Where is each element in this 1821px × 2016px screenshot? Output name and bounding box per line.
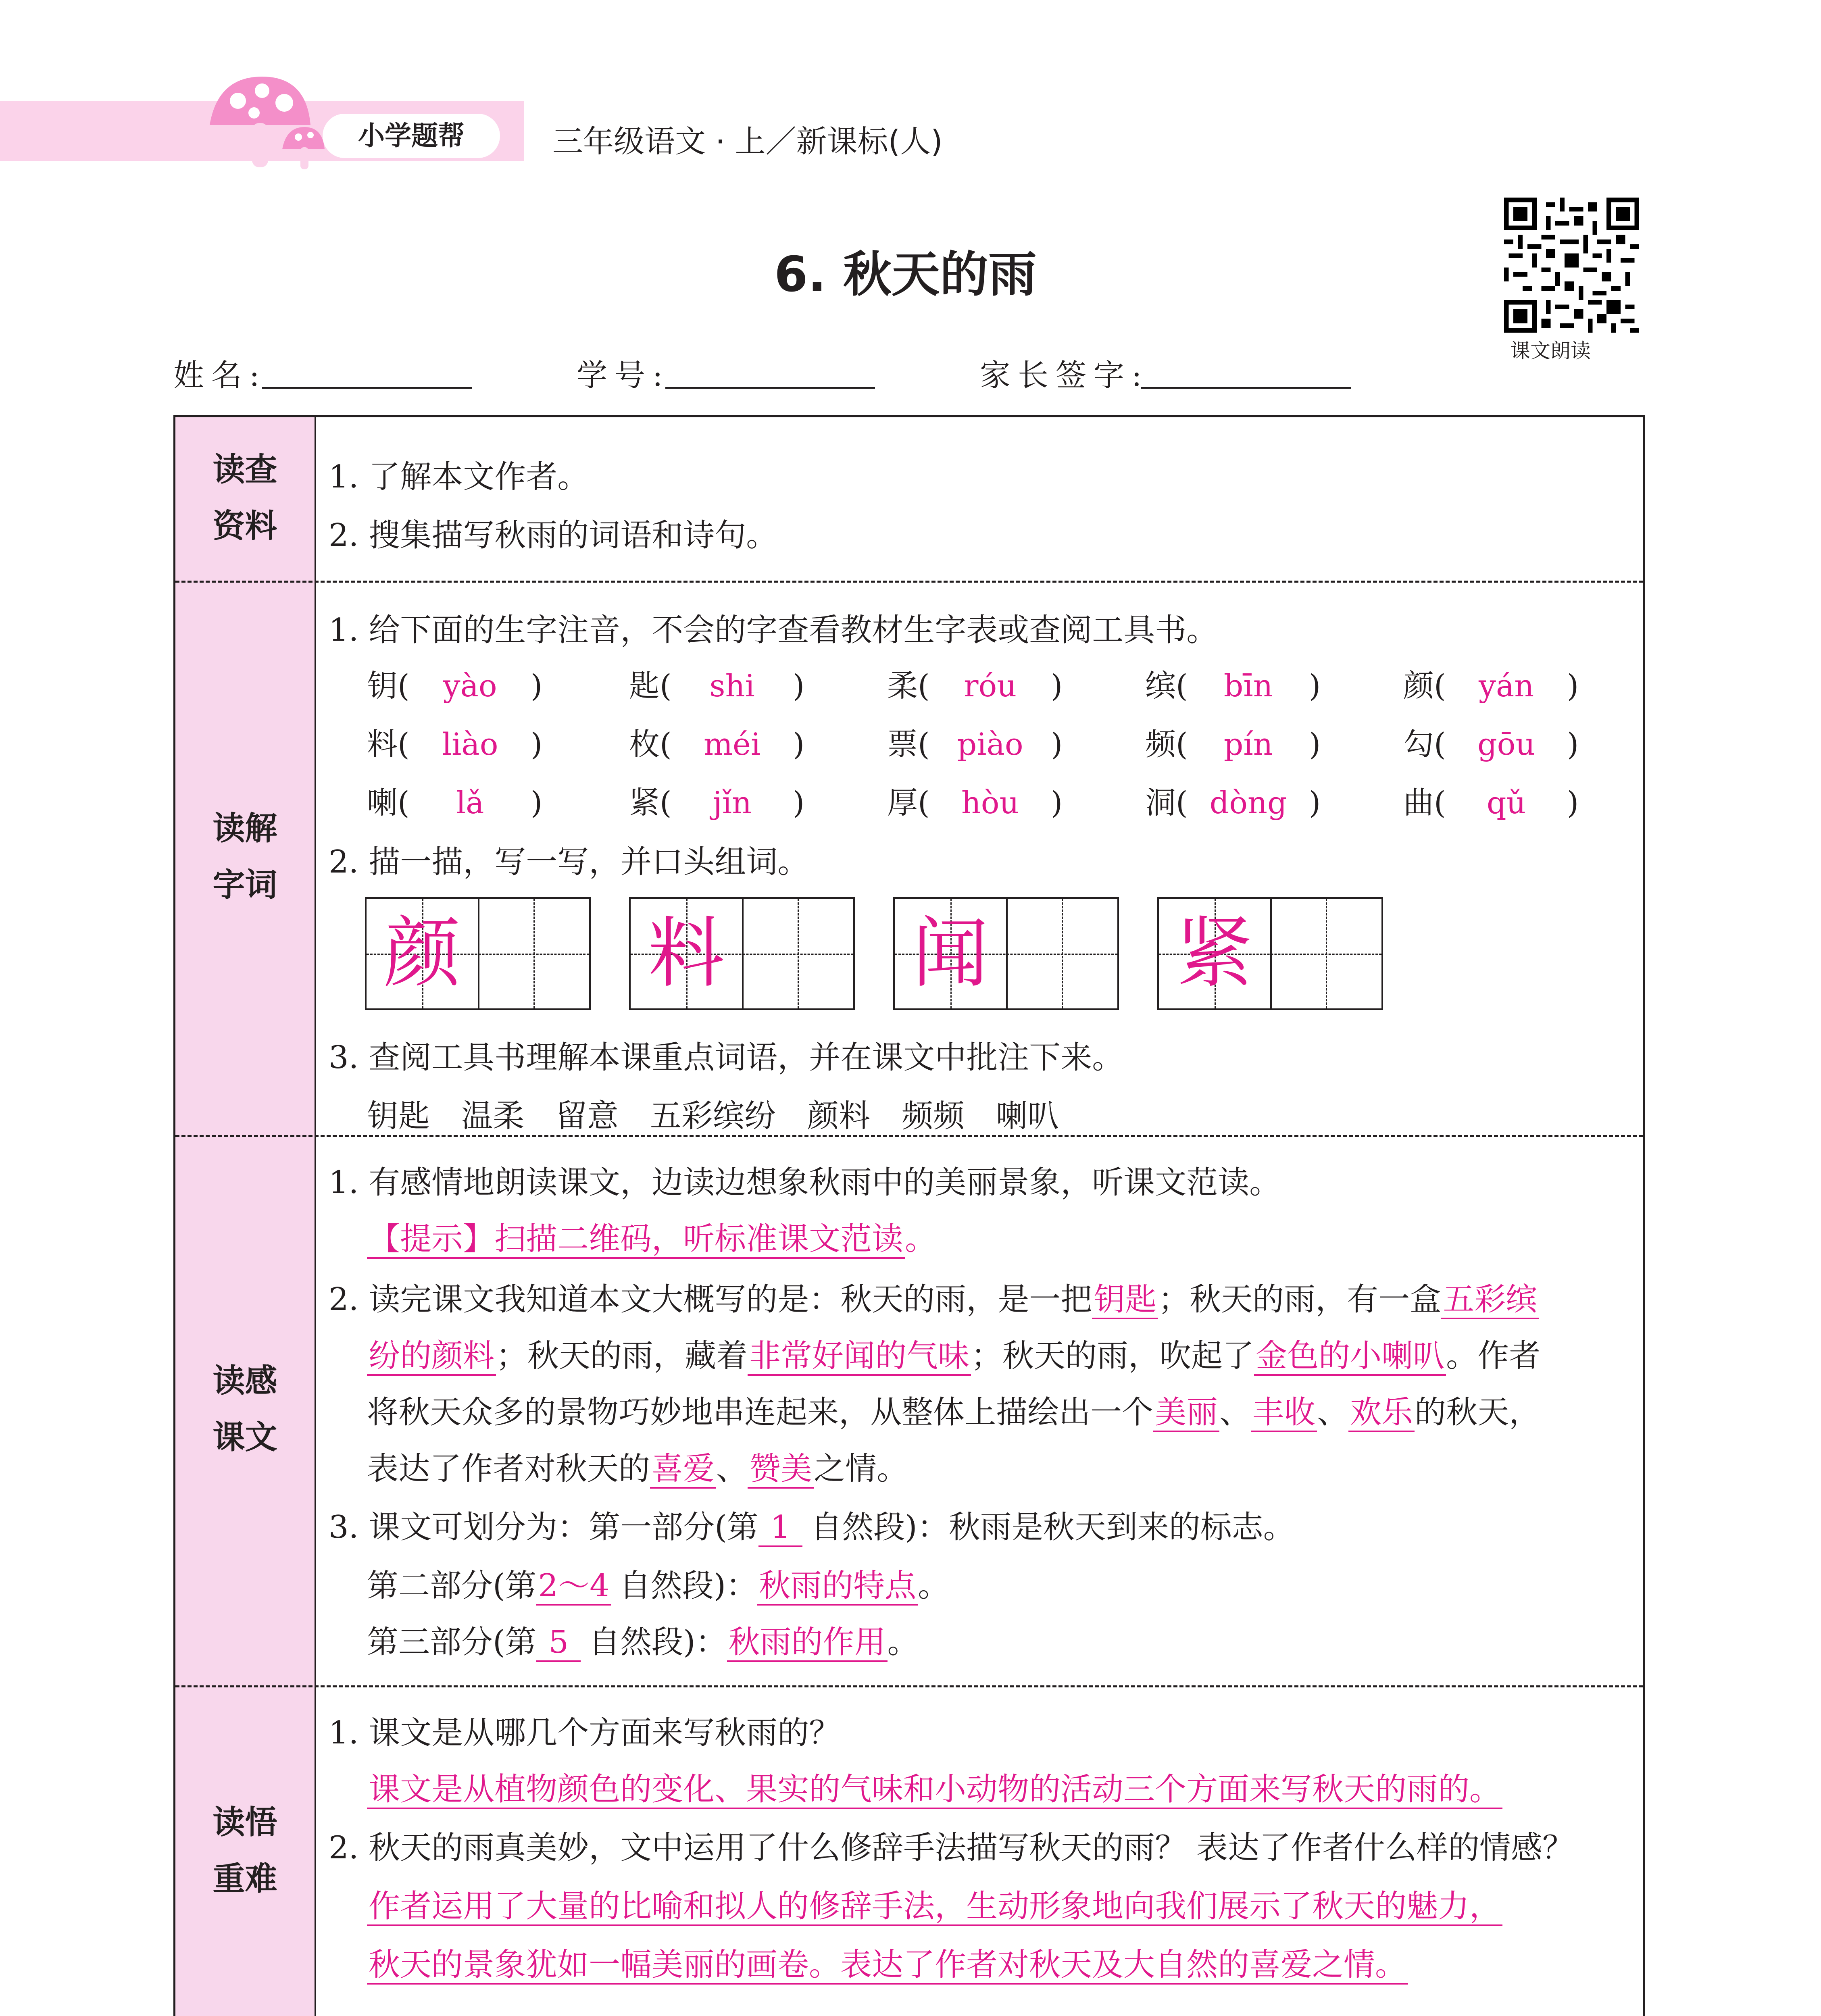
question-line bbox=[367, 1387, 1540, 1432]
pinyin-item bbox=[887, 720, 1063, 764]
pinyin-item bbox=[1403, 661, 1579, 705]
answer-key: 钥匙 bbox=[1092, 1281, 1158, 1319]
question-line bbox=[367, 1560, 949, 1606]
pinyin-answer[interactable]: qǔ bbox=[1486, 785, 1526, 821]
grid-guide-line bbox=[1270, 899, 1272, 1008]
pinyin-character: 料 bbox=[367, 726, 398, 762]
question-text: 自然段)： bbox=[619, 1568, 758, 1604]
student-number-input[interactable] bbox=[665, 387, 875, 389]
section-label-line: 读查 bbox=[213, 451, 277, 488]
name-label: 姓名: bbox=[173, 357, 267, 393]
pinyin-character: 缤 bbox=[1145, 668, 1176, 704]
student-number-label: 学号: bbox=[577, 357, 670, 393]
pinyin-answer[interactable]: dòng bbox=[1209, 785, 1287, 821]
pinyin-answer[interactable]: piào bbox=[957, 726, 1023, 762]
pinyin-item bbox=[1403, 778, 1579, 822]
tip-text: 【提示】扫描二维码，听标准课文范读 bbox=[367, 1221, 905, 1259]
answer-part3-desc: 秋雨的作用 bbox=[727, 1624, 888, 1662]
pinyin-character: 柔 bbox=[887, 668, 918, 704]
tracing-grid[interactable] bbox=[629, 897, 855, 1010]
qr-code-icon[interactable] bbox=[1504, 198, 1639, 333]
question-text: 的秋天， bbox=[1415, 1394, 1541, 1431]
question-line bbox=[329, 1502, 1295, 1547]
tracing-character: 颜 bbox=[383, 909, 460, 998]
section-label-line: 资料 bbox=[213, 507, 277, 545]
pinyin-answer[interactable]: hòu bbox=[961, 785, 1019, 821]
paren-open: ( bbox=[660, 785, 672, 821]
grid-guide-line bbox=[798, 899, 799, 1008]
paren-close: ) bbox=[1567, 668, 1579, 704]
answer-part2-desc: 秋雨的特点 bbox=[757, 1568, 918, 1606]
pinyin-item bbox=[887, 661, 1063, 705]
paren-open: ( bbox=[1434, 668, 1446, 704]
answer-text-line: 秋天的景象犹如一幅美丽的画卷。表达了作者对秋天及大自然的喜爱之情。 bbox=[367, 1947, 1408, 1985]
tracing-grid[interactable] bbox=[1157, 897, 1383, 1010]
answer-text bbox=[367, 1764, 1502, 1809]
pinyin-item bbox=[367, 661, 542, 705]
brand-badge: 小学题帮 bbox=[323, 114, 500, 158]
paren-close: ) bbox=[1050, 668, 1063, 704]
pinyin-answer[interactable]: shi bbox=[709, 668, 755, 704]
paren-open: ( bbox=[398, 785, 410, 821]
paren-close: ) bbox=[1308, 785, 1321, 821]
question-line bbox=[367, 1331, 1540, 1376]
paren-close: ) bbox=[530, 785, 543, 821]
grid-guide-line bbox=[478, 899, 479, 1008]
question-text: ；秋天的雨，吹起了 bbox=[971, 1338, 1254, 1374]
pinyin-character: 厚 bbox=[887, 785, 918, 821]
period: 。 bbox=[918, 1568, 950, 1604]
question-text: 将秋天众多的景物巧妙地串连起来，从整体上描绘出一个 bbox=[367, 1394, 1154, 1431]
answer-colors: 纷的颜料 bbox=[367, 1338, 496, 1376]
period: 。 bbox=[887, 1624, 919, 1660]
qr-code-label: 课文朗读 bbox=[1510, 339, 1591, 362]
answer-beauty: 美丽 bbox=[1153, 1394, 1219, 1432]
paren-close: ) bbox=[792, 668, 805, 704]
pinyin-item bbox=[1145, 661, 1321, 705]
answer-smell: 非常好闻的气味 bbox=[748, 1338, 971, 1376]
section-label-text-feeling bbox=[175, 1353, 315, 1466]
section-label-reading-research bbox=[175, 442, 315, 554]
pinyin-item bbox=[887, 778, 1063, 822]
pinyin-answer[interactable]: pín bbox=[1223, 726, 1273, 762]
pinyin-character: 喇 bbox=[367, 785, 398, 821]
pinyin-character: 颜 bbox=[1403, 668, 1434, 704]
question-line bbox=[329, 1274, 1539, 1319]
pinyin-character: 钥 bbox=[367, 668, 398, 704]
separator: 、 bbox=[1317, 1394, 1349, 1431]
paren-open: ( bbox=[660, 668, 672, 704]
pinyin-item bbox=[629, 661, 804, 705]
question-text: ；秋天的雨，藏着 bbox=[496, 1338, 748, 1374]
paren-open: ( bbox=[1176, 668, 1188, 704]
paren-close: ) bbox=[1567, 785, 1579, 821]
pinyin-item bbox=[1403, 720, 1579, 764]
section-divider bbox=[175, 581, 1643, 583]
parent-signature-input[interactable] bbox=[1141, 387, 1351, 389]
subject-label: 三年级语文 · 上／新课标(人) bbox=[552, 123, 943, 159]
pinyin-answer[interactable]: gōu bbox=[1477, 726, 1536, 762]
paren-open: ( bbox=[1434, 785, 1446, 821]
answer-love: 喜爱 bbox=[650, 1451, 716, 1489]
pinyin-answer[interactable]: lǎ bbox=[456, 785, 484, 821]
question-text: 2. 描一描，写一写，并口头组词。 bbox=[329, 844, 809, 880]
answer-joy: 欢乐 bbox=[1348, 1394, 1415, 1432]
question-text: 。作者 bbox=[1446, 1338, 1541, 1374]
section-label-line: 字词 bbox=[213, 866, 277, 904]
list-item: 1. 了解本文作者。 bbox=[329, 459, 589, 495]
paren-open: ( bbox=[660, 726, 672, 762]
pinyin-character: 匙 bbox=[629, 668, 660, 704]
question-text: 第二部分(第 bbox=[367, 1568, 537, 1604]
answer-harvest: 丰收 bbox=[1251, 1394, 1317, 1432]
pinyin-character: 曲 bbox=[1403, 785, 1434, 821]
question-text: 自然段)：秋雨是秋天到来的标志。 bbox=[810, 1509, 1295, 1545]
pinyin-answer[interactable]: bīn bbox=[1223, 668, 1273, 704]
tracing-grid[interactable] bbox=[893, 897, 1119, 1010]
pinyin-answer[interactable]: méi bbox=[703, 726, 761, 762]
pinyin-answer[interactable]: liào bbox=[442, 726, 498, 762]
paren-open: ( bbox=[1434, 726, 1446, 762]
paren-open: ( bbox=[398, 726, 410, 762]
question-text: 3. 查阅工具书理解本课重点词语，并在课文中批注下来。 bbox=[329, 1039, 1124, 1076]
answer-colors: 五彩缤 bbox=[1441, 1281, 1539, 1319]
question-text: 1. 有感情地朗读课文，边读边想象秋雨中的美丽景象，听课文范读。 bbox=[329, 1164, 1281, 1201]
column-divider bbox=[315, 417, 316, 2016]
tip-line bbox=[367, 1214, 936, 1259]
parent-signature-label: 家长签字: bbox=[980, 357, 1149, 393]
pinyin-character: 枚 bbox=[629, 726, 660, 762]
paren-open: ( bbox=[918, 785, 930, 821]
grid-guide-line bbox=[1326, 899, 1327, 1008]
paren-close: ) bbox=[792, 785, 805, 821]
pinyin-answer[interactable]: yào bbox=[443, 668, 497, 704]
pinyin-character: 频 bbox=[1145, 726, 1176, 762]
tracing-character: 闻 bbox=[912, 909, 989, 998]
question-text: 表达了作者对秋天的 bbox=[367, 1451, 650, 1487]
tracing-character: 料 bbox=[648, 909, 725, 998]
tracing-grid[interactable] bbox=[365, 897, 591, 1010]
section-label-line: 读解 bbox=[213, 810, 277, 847]
key-words: 钥匙 温柔 留意 五彩缤纷 颜料 频频 喇叭 bbox=[367, 1098, 1059, 1134]
paren-open: ( bbox=[918, 668, 930, 704]
answer-text-line: 课文是从植物颜色的变化、果实的气味和小动物的活动三个方面来写秋天的雨的。 bbox=[367, 1771, 1502, 1809]
answer-praise: 赞美 bbox=[748, 1451, 814, 1489]
paren-close: ) bbox=[1567, 726, 1579, 762]
separator: 、 bbox=[1219, 1394, 1251, 1431]
question-text: 第三部分(第 bbox=[367, 1624, 537, 1660]
pinyin-character: 勾 bbox=[1403, 726, 1434, 762]
paren-close: ) bbox=[1308, 668, 1321, 704]
pinyin-answer[interactable]: róu bbox=[964, 668, 1017, 704]
question-text: 自然段)： bbox=[589, 1624, 727, 1660]
answer-part2: 2～4 bbox=[536, 1568, 611, 1606]
name-input[interactable] bbox=[262, 387, 472, 389]
section-label-line: 重难 bbox=[213, 1860, 277, 1897]
paren-open: ( bbox=[918, 726, 930, 762]
section-divider bbox=[175, 1685, 1643, 1687]
pinyin-item bbox=[1145, 720, 1321, 764]
tip-period: 。 bbox=[905, 1221, 937, 1257]
pinyin-item bbox=[1145, 778, 1321, 822]
answer-part3: 5 bbox=[536, 1624, 581, 1662]
question-text: 2. 秋天的雨真美妙，文中运用了什么修辞手法描写秋天的雨？ 表达了作者什么样的情感？ bbox=[329, 1830, 1574, 1866]
pinyin-item bbox=[367, 720, 542, 764]
question-text: 2. 读完课文我知道本文大概写的是：秋天的雨，是一把 bbox=[329, 1281, 1092, 1318]
grid-guide-line bbox=[533, 899, 535, 1008]
paren-open: ( bbox=[1176, 726, 1188, 762]
question-line bbox=[367, 1443, 908, 1489]
question-text: 之情。 bbox=[814, 1451, 908, 1487]
grid-guide-line bbox=[742, 899, 744, 1008]
grid-guide-line bbox=[1006, 899, 1008, 1008]
pinyin-item bbox=[367, 778, 542, 822]
answer-part1: 1 bbox=[758, 1509, 803, 1547]
answer-text bbox=[367, 1881, 1502, 1926]
answer-horn: 金色的小喇叭 bbox=[1254, 1338, 1446, 1376]
answer-text-line: 作者运用了大量的比喻和拟人的修辞手法，生动形象地向我们展示了秋天的魅力， bbox=[367, 1888, 1502, 1926]
paren-close: ) bbox=[530, 668, 543, 704]
section-label-line: 读悟 bbox=[213, 1804, 277, 1841]
page-title: 6. 秋天的雨 bbox=[774, 247, 1037, 303]
pinyin-character: 洞 bbox=[1145, 785, 1176, 821]
paren-open: ( bbox=[398, 668, 410, 704]
separator: 、 bbox=[716, 1451, 748, 1487]
paren-close: ) bbox=[1050, 726, 1063, 762]
pinyin-answer[interactable]: jǐn bbox=[713, 785, 752, 821]
question-text: 1. 课文是从哪几个方面来写秋雨的？ bbox=[329, 1715, 841, 1751]
paren-close: ) bbox=[792, 726, 805, 762]
section-label-line: 读感 bbox=[213, 1362, 277, 1400]
answer-text bbox=[367, 1939, 1408, 1985]
list-item: 2. 搜集描写秋雨的词语和诗句。 bbox=[329, 517, 778, 554]
paren-close: ) bbox=[1308, 726, 1321, 762]
question-text: ；秋天的雨，有一盒 bbox=[1158, 1281, 1442, 1318]
tracing-character: 紧 bbox=[1176, 909, 1253, 998]
pinyin-item bbox=[629, 720, 804, 764]
section-label-vocabulary bbox=[175, 800, 315, 913]
pinyin-answer[interactable]: yán bbox=[1479, 668, 1534, 704]
section-label-key-points bbox=[175, 1794, 315, 1907]
paren-close: ) bbox=[530, 726, 543, 762]
pinyin-character: 紧 bbox=[629, 785, 660, 821]
pinyin-character: 票 bbox=[887, 726, 918, 762]
section-label-line: 课文 bbox=[213, 1418, 277, 1456]
mushroom-icon bbox=[202, 69, 331, 173]
paren-open: ( bbox=[1176, 785, 1188, 821]
question-line bbox=[367, 1617, 919, 1662]
question-text: 3. 课文可划分为：第一部分(第 bbox=[329, 1509, 758, 1545]
question-text: 1. 给下面的生字注音，不会的字查看教材生字表或查阅工具书。 bbox=[329, 612, 1218, 648]
paren-close: ) bbox=[1050, 785, 1063, 821]
grid-guide-line bbox=[1062, 899, 1063, 1008]
pinyin-item bbox=[629, 778, 804, 822]
